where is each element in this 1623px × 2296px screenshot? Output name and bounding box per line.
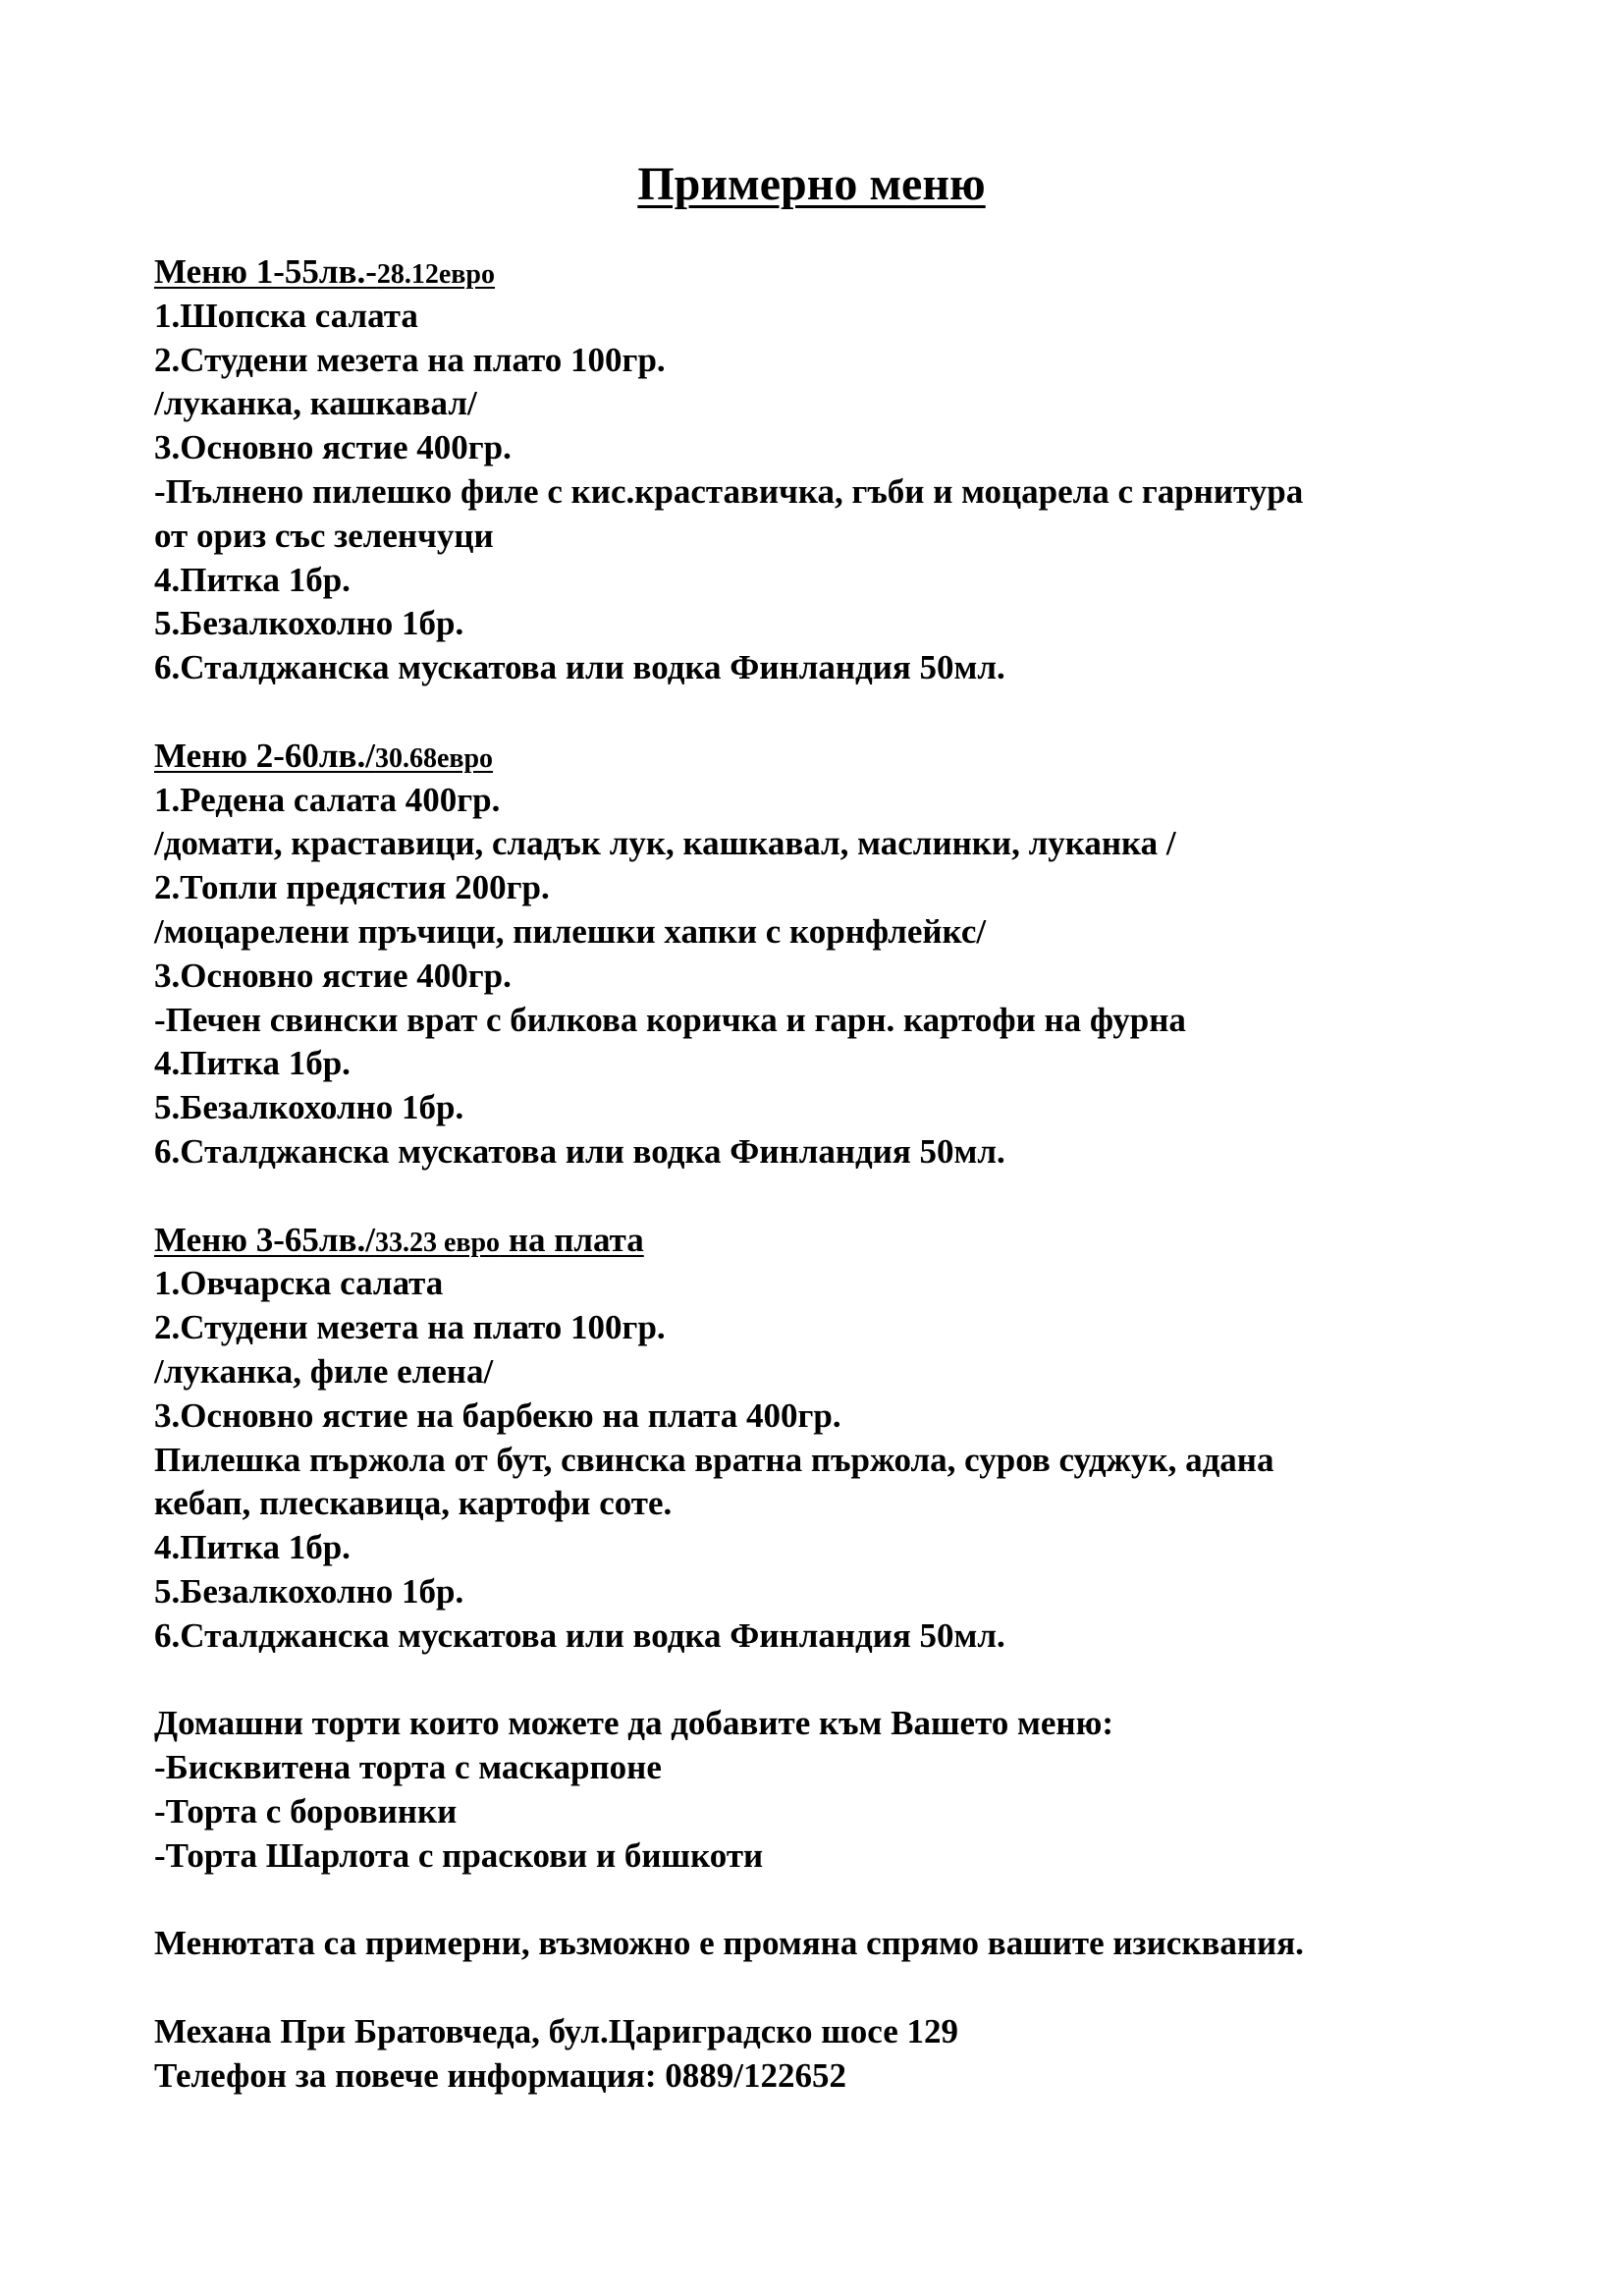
menu-item: Пилешка пържола от бут, свинска вратна пържола, суров суджук, адана bbox=[154, 1440, 1274, 1479]
menu-item: /домати, краставици, сладък лук, кашкавал, маслинки, луканка / bbox=[154, 824, 1176, 863]
menu-heading-label: Меню 2-60лв./ bbox=[154, 736, 375, 775]
page-title: Примерно меню bbox=[637, 158, 986, 210]
menu-item: 1.Шопска салата bbox=[154, 296, 418, 335]
menu-3 bbox=[154, 1219, 1548, 1659]
menu-item: от ориз със зеленчуци bbox=[154, 516, 494, 555]
menu-2 bbox=[154, 735, 1548, 1175]
menu-item: 5.Безалкохолно 1бр. bbox=[154, 604, 464, 643]
menu-item: -Пълнено пилешко филе с кис.краставичка, гъби и моцарела с гарнитура bbox=[154, 471, 1304, 511]
menu-item: /луканка, кашкавал/ bbox=[154, 384, 477, 423]
menu-item: 3.Основно ястие 400гр. bbox=[154, 956, 512, 995]
menu-item: 3.Основно ястие 400гр. bbox=[154, 428, 512, 467]
menu-item: 5.Безалкохолно 1бр. bbox=[154, 1088, 464, 1127]
menu-heading-price: 28.12евро bbox=[376, 259, 495, 290]
menu-heading-label: Меню 3-65лв./ bbox=[154, 1220, 375, 1259]
menu-heading-label: Меню 1-55лв.- bbox=[154, 252, 377, 291]
menu-item: 6.Сталджанска мускатова или водка Финландия 50мл. bbox=[154, 648, 1005, 687]
menu-item: 2.Топли предястия 200гр. bbox=[154, 868, 550, 907]
menu-item: 6.Сталджанска мускатова или водка Финландия 50мл. bbox=[154, 1615, 1005, 1655]
menu-item: 4.Питка 1бр. bbox=[154, 560, 351, 599]
contact-section bbox=[154, 2010, 1548, 2099]
cakes-section bbox=[154, 1702, 1548, 1878]
note-section bbox=[154, 1922, 1548, 1966]
menu-item: 2.Студени мезета на плато 100гр. bbox=[154, 340, 666, 379]
menu-item: 5.Безалкохолно 1бр. bbox=[154, 1571, 464, 1611]
menu-item: кебап, плескавица, картофи соте. bbox=[154, 1484, 673, 1523]
menu-item: 4.Питка 1бр. bbox=[154, 1528, 351, 1567]
menu-heading bbox=[154, 1219, 1548, 1263]
menu-item: 1.Редена салата 400гр. bbox=[154, 780, 501, 819]
cakes-intro: Домашни торти които можете да добавите към Вашето меню: bbox=[154, 1704, 1113, 1743]
menu-item: 2.Студени мезета на плато 100гр. bbox=[154, 1308, 666, 1347]
menu-item: /луканка, филе елена/ bbox=[154, 1351, 494, 1391]
menu-heading bbox=[154, 735, 1548, 779]
cake-item: -Торта с боровинки bbox=[154, 1791, 458, 1831]
contact-address: Механа При Братовчеда, бул.Цариградско шосе 129 bbox=[154, 2011, 958, 2050]
menu-heading bbox=[154, 250, 1548, 295]
menu-item: /моцарелени пръчици, пилешки хапки с корнфлейкс/ bbox=[154, 911, 987, 951]
menu-item: -Печен свински врат с билкова коричка и гарн. картофи на фурна bbox=[154, 1000, 1186, 1039]
contact-phone: Телефон за повече информация: 0889/122652 bbox=[154, 2055, 846, 2095]
cake-item: -Бисквитена торта с маскарпоне bbox=[154, 1748, 662, 1787]
menu-heading-price: 30.68евро bbox=[374, 742, 494, 774]
menu-item: 4.Питка 1бр. bbox=[154, 1044, 351, 1083]
menu-item: 6.Сталджанска мускатова или водка Финландия 50мл. bbox=[154, 1131, 1005, 1171]
menu-item: 1.Овчарска салата bbox=[154, 1264, 444, 1303]
menu-heading-tail: на плата bbox=[500, 1220, 644, 1259]
menu-heading-price: 33.23 евро bbox=[374, 1227, 501, 1258]
menu-content bbox=[154, 250, 1548, 2098]
menu-item: 3.Основно ястие на барбекю на плата 400гр. bbox=[154, 1395, 841, 1435]
menu-1 bbox=[154, 250, 1548, 690]
menu-note: Менютата са примерни, възможно е промяна спрямо вашите изисквания. bbox=[154, 1924, 1304, 1963]
cake-item: -Торта Шарлота с праскови и бишкоти bbox=[154, 1835, 764, 1875]
